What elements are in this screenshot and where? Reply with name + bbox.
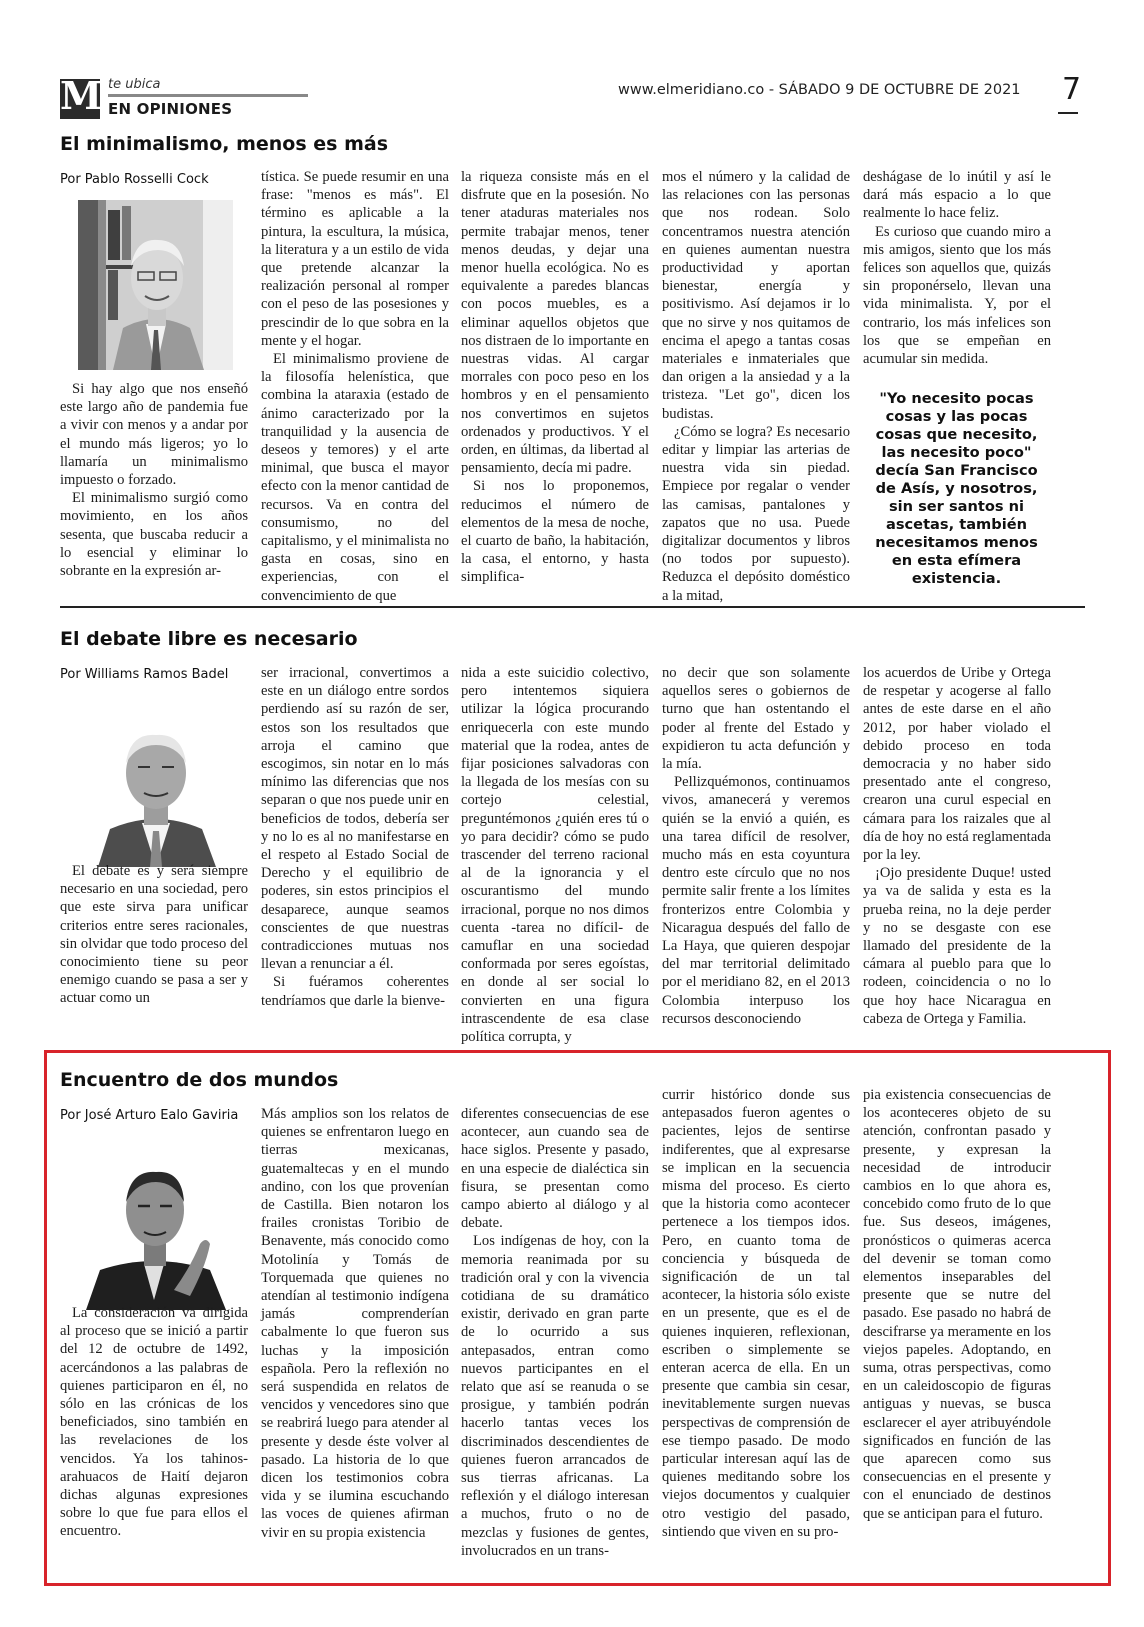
paragraph: ser irracional, convertimos a este en un diálogo entre sordos perdiendo así su razón de ser, estos son los resultados que arroja el camino que escogimos, sin notar en lo más mínimo las diferencias que nos separan o que nos puede unir en beneficios de todos, debería ser y no lo es al no manifestarse en el respeto al Estado Social de Derecho y el equilibrio de poderes, sin estos principios el desaparece, aunque seamos conscientes de que nuestras contradicciones mutuas nos llevan a renunciar a él. xyxy=(261,665,449,973)
article-column xyxy=(461,1105,649,1559)
section-name: EN OPINIONES xyxy=(108,100,233,118)
author-photo xyxy=(78,697,233,867)
article-title: El debate libre es necesario xyxy=(60,628,358,650)
article-byline: Por José Arturo Ealo Gaviria xyxy=(60,1108,239,1123)
paragraph: Más amplios son los relatos de quienes se enfrentaron luego en tierras mexicanas, guatemaltecas y en el mundo andino, con los que provenían de Castilla. Bien notaron los frailes cronistas Toribio de Benavente, más conocido como Motolinía y Tomás de Torquemada que quienes no atendían al testimonio indígena jamás comprenderían cabalmente lo que fueron sus luchas y la imposición española. Pero la reflexión no será suspendida en relatos de vencidos y vencedores sino que se reabrirá luego para atender al presente y desde éste volver al pasado. La historia de lo que dicen los testimonios cobra vida y se ilumina escuchando las voces de quienes afirman vivir en su propia existencia xyxy=(261,1106,449,1541)
paragraph: pia existencia consecuencias de los aconteceres objeto de su atención, confrontan pasado y presente, y expresan la necesidad de introducir cambios en lo que ahora es, concebido como fruto de lo que fue. Sus deseos, imágenes, pronósticos o quimeras acerca del devenir se toman como elementos inseparables del presente que se nutre del pasado. Ese pasado no habrá de descifrarse ya meramente en los viejos papeles. Adoptando, en suma, otras perspectivas, como en un caleidoscopio de figuras antiguas y nuevas, se busca esclarecer el ayer atribuyéndole significados en función de las que aparecen como sus consecuencias en el presente y con el enunciado de destinos que se anticipan para el futuro. xyxy=(863,1087,1051,1522)
author-photo xyxy=(78,200,233,370)
logo-tagline: te ubica xyxy=(108,77,161,92)
article-column xyxy=(662,1086,850,1554)
article-byline: Por Williams Ramos Badel xyxy=(60,667,229,682)
article-column xyxy=(461,168,649,586)
author-photo xyxy=(78,1140,233,1310)
paragraph: diferentes consecuencias de ese acontecer, aun cuando sea de hace siglos. Presente y pasado, en una especie de dialéctica sin fisura, se presentan como campo abierto al diálogo y al debate. xyxy=(461,1106,649,1232)
page-number-rule xyxy=(1058,112,1078,114)
article-column xyxy=(261,664,449,1012)
paragraph: Si hay algo que nos enseñó este largo año de pandemia fue a vivir con menos y a andar por el mundo más ligeros; yo lo llamaría un minimalismo impuesto o forzado. xyxy=(60,381,248,489)
paragraph: ¡Ojo presidente Duque! usted ya va de salida y esta es la prueba reina, no la deje perder y no se desgaste con ese llamado del presidente de la cámara al pueblo para que lo rodeen, coincidencia o no lo que hoy hace Nicaragua en cabeza de Ortega y Familia. xyxy=(863,865,1051,1027)
paragraph: Si fuéramos coherentes tendríamos que darle la bienve- xyxy=(261,974,449,1009)
paragraph: la riqueza consiste más en el disfrute que en la posesión. No tener ataduras materiales nos permite trabajar menos, tener menos deudas, y dejar una menor huella ecológica. No es equivalente a paredes blancas con pocos muebles, es a eliminar aquellos objetos que nos distraen de lo importante en nuestras vidas. Al cargar morrales con poco peso en los hombros y en el pensamiento nos convertimos en sujetos ordenados y productivos. Y el orden, en últimas, da libertad al pensamiento, decía mi padre. xyxy=(461,169,649,477)
meridiano-m-logo-icon: M xyxy=(60,73,103,118)
paragraph: Es curioso que cuando miro a mis amigos, siento que los más felices son aquellos que, quizás sin proponérselo, llevan una vida minimalista. Y, por el contrario, los más infelices son los que se empeñan en acumular sin medida. xyxy=(863,223,1051,368)
article-column xyxy=(662,664,850,1027)
article-column xyxy=(662,168,850,604)
article-byline: Por Pablo Rosselli Cock xyxy=(60,172,209,187)
article-divider xyxy=(60,606,1085,608)
paragraph: mos el número y la calidad de las relaciones con las personas que nos rodean. Solo concentramos nuestra atención en quienes aumentan nuestra productividad y aportan bienestar, energía y positivismo. Así dejamos ir lo que no sirve y nos quitamos de encima el apego a tantas cosas materiales e inmateriales que dan origen a la ansiedad y a la tristeza. "Let go", dicen los budistas. xyxy=(662,169,850,422)
paragraph: los acuerdos de Uribe y Ortega de respetar y acogerse al fallo antes de este darse en el año 2012, por haber violado el debido proceso en toda democracia y no haber sido presentado ante el congreso, crearon una curul especial en cámara para los raizales que al día de hoy no está reglamentada por la ley. xyxy=(863,665,1051,864)
paragraph: no decir que son solamente aquellos seres o gobiernos de turno que han ostentando el poder al frente del Estado y expidieron tu acta defunción y la mía. xyxy=(662,665,850,773)
site-and-date: www.elmeridiano.co - SÁBADO 9 DE OCTUBRE DE 2021 xyxy=(618,82,1021,98)
paragraph: deshágase de lo inútil y así le dará más espacio a lo que realmente lo hace feliz. xyxy=(863,169,1051,222)
page-number: 7 xyxy=(1062,72,1082,107)
article-column xyxy=(60,862,248,1012)
paragraph: El minimalismo surgió como movimiento, en los años sesenta, que buscaba reducir a lo esencial y eliminar lo sobrante en la expresión ar- xyxy=(60,490,248,580)
article-column xyxy=(60,1304,248,1554)
paragraph: nida a este suicidio colectivo, pero intentemos siquiera utilizar la lógica procurando enriquecerla con este mundo material que la rodea, antes de fijar posiciones salvadoras con la llegada de los mesías con su cortejo celestial, preguntémonos ¿quién eres tú o yo para decidir? cómo se pudo trascender del terreno racional al de la ignorancia y el oscurantismo del mundo irracional, porque no nos dimos cuenta -tarea no difícil- de camuflar en una sociedad conformada por seres egoístas, en donde al ser social lo convierten en una figura intrascendente de esa clase política corrupta, y xyxy=(461,665,649,1046)
paragraph: Si nos lo proponemos, reducimos el número de elementos de la mesa de noche, el cuarto de baño, la habitación, la casa, el entorno, y hasta simplifica- xyxy=(461,478,649,586)
article-column xyxy=(863,1086,1051,1554)
paragraph: Los indígenas de hoy, con la memoria reanimada por su tradición oral y con la vivencia cotidiana de su dramático existir, derivado en gran parte de lo ocurrido a sus antepasados, entran como nuevos participantes en el relato que así se reanuda o se prosigue, y también podrán hacerlo tantas veces los discriminados descendientes de quienes fueron arrancados de sus tierras africanas. La reflexión y el diálogo interesan a muchos, fruto o no de mezclas y fusiones de gentes, involucrados en un trans- xyxy=(461,1233,649,1559)
paragraph: Pellizquémonos, continuamos vivos, amanecerá y veremos quién se la envió a quién, es una tarea difícil de resolver, mucho más en esta coyuntura dentro este círculo que no nos permite salir frente a los límites fronterizos entre Colombia y Nicaragua después del fallo de La Haya, que quieren despojar del mar territorial delimitado por el meridiano 82, en el 2013 Colombia interpuso los recursos desconociendo xyxy=(662,774,850,1027)
article-title: El minimalismo, menos es más xyxy=(60,133,389,155)
article-column xyxy=(863,664,1051,1027)
paragraph: ¿Cómo se logra? Es necesario editar y limpiar las arterias de nuestra vida sin piedad. Empiece por regalar o vender las camisas, pantalones y zapatos que no usa. Puede digitalizar documentos y libros (no todos por supuesto). Reduzca el depósito doméstico a la mitad, xyxy=(662,423,850,604)
paragraph: El minimalismo proviene de la filosofía helenística, que combina la ataraxia (estado de ánimo caracterizado por la tranquilidad y la ausencia de deseos y temores) y el arte minimal, que busca el mayor efecto con la menor cantidad de recursos. Va en contra del consumismo, no del capitalismo, y el minimalista no gasta en cosas, sino en experiencias, con el convencimiento de que xyxy=(261,351,449,604)
article-title: Encuentro de dos mundos xyxy=(60,1069,339,1091)
paragraph: tística. Se puede resumir en una frase: "menos es más". El término es aplicable a la pintura, la escultura, la música, la literatura y a un estilo de vida que pretende alcanzar la realización personal al romper con el peso de las posesiones y prescindir de lo que sobra en la mente y el hogar. xyxy=(261,169,449,349)
article-column xyxy=(261,168,449,604)
paragraph: El debate es y será siempre necesario en una sociedad, pero que este sirva para unificar criterios entre seres racionales, sin olvidar que todo proceso del conocimiento tiene su peor enemigo cuando se pasa a ser y actuar como un xyxy=(60,863,248,1007)
pull-quote: "Yo necesito pocas cosas y las pocas cosas que necesito, las necesito poco" decía San Francisco de Asís, y nosotros, sin ser santos ni ascetas, también necesitamos menos en esta efímera existencia. xyxy=(875,390,1038,587)
logo-rule xyxy=(108,94,308,97)
article-column xyxy=(863,168,1051,378)
paragraph: currir histórico donde sus antepasados fueron agentes o pacientes, lejos de sentirse indiferentes, que al expresarse se implican en la secuencia misma del proceso. Es cierto que la historia como acontecer pertenece a los tiempos idos. Pero, en cuanto toma de conciencia y búsqueda de significación de un tal acontecer, la historia sólo existe en un presente, que es el de quienes inquieren, reflexionan, escriben o simplemente se enteran acerca de ella. En un presente que cambia sin cesar, inevitablemente surgen nuevas perspectivas de comprensión de ese tiempo pasado. De modo particular interesan aquí las de quienes meditando sobre los viejos documentos y cualquier otro vestigio del pasado, sintiendo que viven en su pro- xyxy=(662,1087,850,1540)
paragraph: La consideración va dirigida al proceso que se inició a partir del 12 de octubre de 1492, acercándonos a las palabras de quienes participaron en él, no sólo en las crónicas de los beneficiados, sino también en las revelaciones de los vencidos. Ya los tahinos-arahuacos de Haití dejaron dichas algunas expresiones sobre lo que fue para ellos el encuentro. xyxy=(60,1305,248,1540)
article-column xyxy=(60,380,248,580)
article-column xyxy=(261,1105,449,1555)
article-column xyxy=(461,664,649,1046)
